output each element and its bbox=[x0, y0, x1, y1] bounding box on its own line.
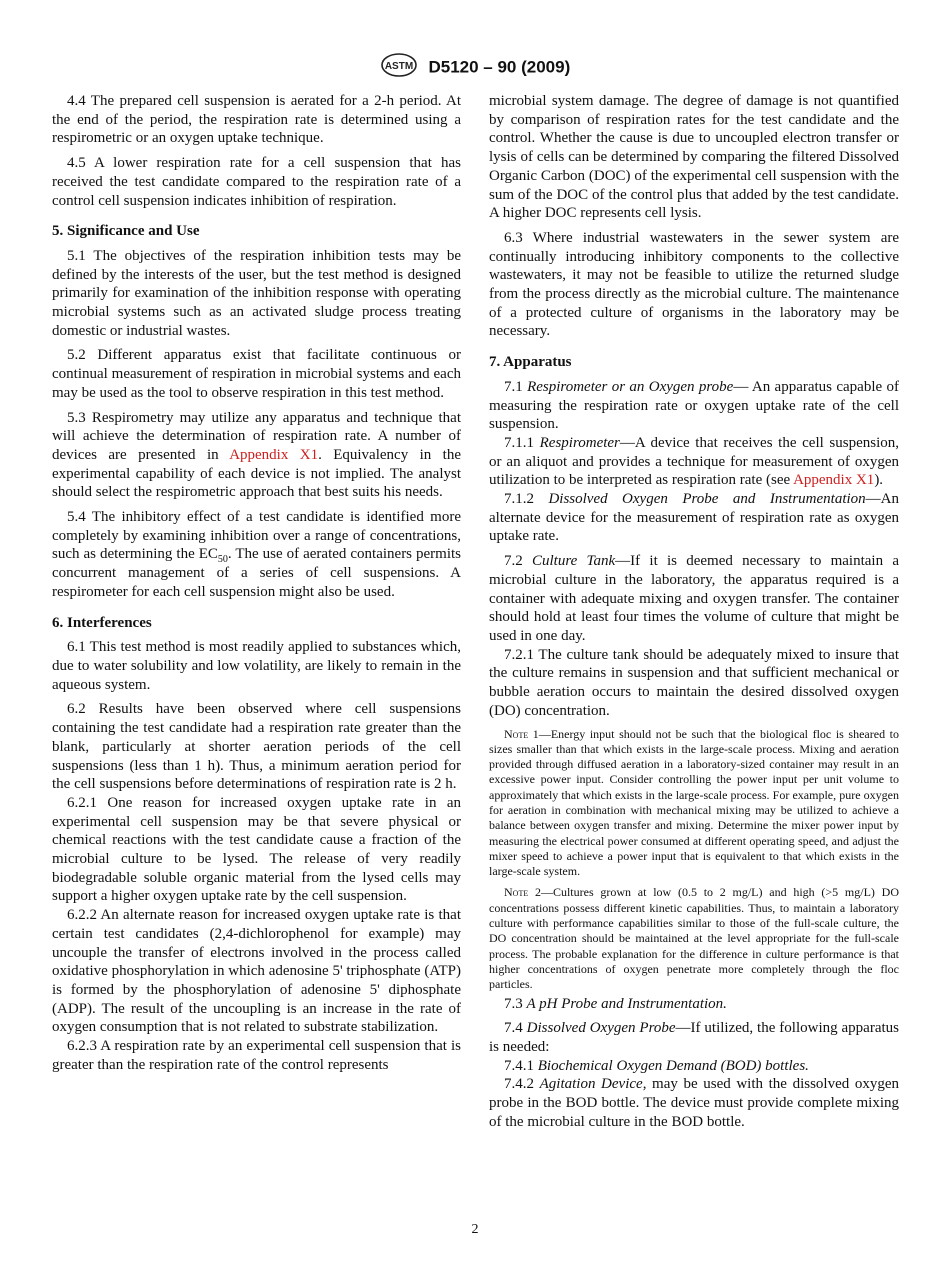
paragraph-7-4-1: 7.4.1 Biochemical Oxygen Demand (BOD) bottles. bbox=[504, 1057, 809, 1074]
paragraph-6-2-2: 6.2.2 An alternate reason for increased oxygen uptake rate is that certain test candidates (2,4-dichlorophenol for example) may uncouple the transfer of electrons involved in the process called oxidative phosphorylation in which adenosine 5' triphosphate (ATP) is formed by the phosphorylation of adenosine 5' diphosphate (ADP). The result of the uncoupling is an increase in the rate of oxygen consumption that is not related to substrate stabilization. bbox=[52, 907, 461, 1036]
left-column bbox=[52, 92, 461, 1074]
note-2: Note 2—Cultures grown at low (0.5 to 2 mg/L) and high (>5 mg/L) DO concentrations possess different kinetic capabilities. Thus, to maintain a laboratory culture with performance capabilities similar to those of the full-scale culture, the DO concentration should be maintained at the level appropriate for the full-scale process. The probable explanation for the difference in culture performance is that higher concentrations of oxygen penetrate more completely through the floc particles. bbox=[489, 885, 900, 992]
paragraph-6-2-1: 6.2.1 One reason for increased oxygen uptake rate in an experimental cell suspension may be that severe physical or chemical reactions with the test candidate cause a fraction of the microbial culture to be lysed. The release of very readily biodegradable soluble organic material from the lysed cells may support a higher oxygen uptake rate by the cell suspension. bbox=[52, 794, 461, 905]
paragraph-6-2-3: 6.2.3 A respiration rate by an experimental cell suspension that is greater than the respiration rate of the control represents bbox=[52, 1038, 461, 1073]
svg-text:ASTM: ASTM bbox=[384, 61, 413, 72]
paragraph-7-2: 7.2 Culture Tank—If it is deemed necessary to maintain a microbial culture in the laboratory, the apparatus required is a container with adequate mixing and oxygen transfer. The container should hold at least four times the volume of culture that might be used in one day. bbox=[489, 553, 899, 644]
page-header bbox=[0, 52, 950, 83]
note-1: Note 1—Energy input should not be such that the biological floc is sheared to sizes smaller than that which exists in the large-scale process. Mixing and aeration provided through diffused aeration in a laboratory-sized container may result in an excessive power input. Consider controlling the power input per unit volume to approximately that which exists in the large-scale process. For example, pure oxygen for aeration in combination with mechanical mixing may be utilized to achieve a balance between oxygen transfer and mixing. Determine the mixer power input by measuring the electrical power consumed at different operating speed, and adjust the mixer speed to achieve a power input that is equivalent to that which exists in the large-scale system. bbox=[489, 726, 899, 879]
paragraph-5-2: 5.2 Different apparatus exist that facilitate continuous or continual measurement of respiration in microbial systems and each may be used as the tool to observe respiration in this test method. bbox=[52, 347, 461, 401]
paragraph-6-2: 6.2 Results have been observed where cell suspensions containing the test candidate had a respiration rate greater than the blank, particularly at shorter aeration periods of the cell suspensions (less than 1 h). Thus, a minimum aeration period for the cell suspensions before determinations of respiration rate is 2 h. bbox=[52, 701, 461, 793]
paragraph-7-1-1: 7.1.1 Respirometer—A device that receives the cell suspension, or an aliquot and provides a technique for measurement of oxygen utilization to be interpreted as respiration rate (see Appendix X1). bbox=[489, 434, 900, 489]
paragraph-7-4-2: 7.4.2 Agitation Device, may be used with the dissolved oxygen probe in the BOD bottle. The device must provide complete mixing of the microbial culture in the BOD bottle. bbox=[489, 1076, 899, 1130]
astm-logo-icon bbox=[380, 52, 418, 83]
appendix-x1-link[interactable]: Appendix X1 bbox=[793, 472, 875, 489]
paragraph-7-4: 7.4 Dissolved Oxygen Probe—If utilized, the following apparatus is needed: bbox=[489, 1020, 899, 1055]
document-id: D5120 – 90 (2009) bbox=[428, 57, 571, 77]
paragraph-7-1: 7.1 Respirometer or an Oxygen probe— An apparatus capable of measuring the respiration rate or oxygen uptake rate of the cell suspension. bbox=[489, 378, 900, 433]
right-column bbox=[489, 92, 899, 1131]
appendix-x1-link[interactable]: Appendix X1 bbox=[229, 446, 319, 463]
section-heading-6: 6. Interferences bbox=[52, 614, 152, 631]
section-heading-7: 7. Apparatus bbox=[489, 354, 572, 371]
paragraph-6-2-3-continued: microbial system damage. The degree of damage is not quantified by comparison of respiration rates for the test candidate and the control. Whether the cause is due to uncoupled electron transfer or lysis of cells can be determined by comparing the filtered Dissolved Organic Carbon (DOC) of the experimental cell suspension with the sum of the DOC of the control plus that added by the test candidate. A higher DOC represents cell lysis. bbox=[489, 93, 899, 222]
section-heading-5: 5. Significance and Use bbox=[52, 223, 200, 240]
paragraph-4-5: 4.5 A lower respiration rate for a cell suspension that has received the test candidate compared to the respiration rate of a control cell suspension indicates inhibition of respiration. bbox=[52, 155, 461, 209]
paragraph-7-1-2: 7.1.2 Dissolved Oxygen Probe and Instrumentation—An alternate device for the measurement of respiration rate as oxygen uptake rate. bbox=[489, 491, 899, 545]
paragraph-6-1: 6.1 This test method is most readily applied to substances which, due to water solubility and low volatility, are likely to remain in the aqueous system. bbox=[52, 639, 461, 693]
paragraph-5-3: 5.3 Respirometry may utilize any apparatus and technique that will achieve the determination of respiration rate. A number of devices are presented in Appendix X1. Equivalency in the experimental capability of each device is not implied. The analyst should select the respirometric approach that best suits his needs. bbox=[52, 409, 461, 501]
paragraph-5-1: 5.1 The objectives of the respiration inhibition tests may be defined by the interests of the user, but the test method is designed primarily for examination of the inhibition response with operating microbial systems such as an activated sludge process treating domestic or industrial wastes. bbox=[52, 247, 461, 339]
paragraph-7-3: 7.3 A pH Probe and Instrumentation. bbox=[504, 995, 727, 1012]
paragraph-7-2-1: 7.2.1 The culture tank should be adequately mixed to insure that the culture remains in suspension and that sufficient mechanical or bubble aeration occurs to maintain the desired dissolved oxygen (DO) concentration. bbox=[489, 646, 899, 719]
paragraph-5-4: 5.4 The inhibitory effect of a test candidate is identified more completely by examining inhibition over a range of concentrations, such as determining the $EC_{50}$. The use of aerated containers permits concurrent management of a series of cell suspensions. A respirometer for each cell suspension might also be used. bbox=[52, 509, 461, 600]
page-number: 2 bbox=[471, 1222, 479, 1237]
paragraph-4-4: 4.4 The prepared cell suspension is aerated for a 2-h period. At the end of the period, the respiration rate is determined using a respirometric or an oxygen uptake technique. bbox=[52, 93, 461, 147]
paragraph-6-3: 6.3 Where industrial wastewaters in the sewer system are continually introducing inhibitory components to the collective wastewaters, it may not be feasible to utilize the returned sludge from the process directly as the microbial culture. The maintenance of a protected culture of organisms in the laboratory may be necessary. bbox=[489, 229, 899, 340]
